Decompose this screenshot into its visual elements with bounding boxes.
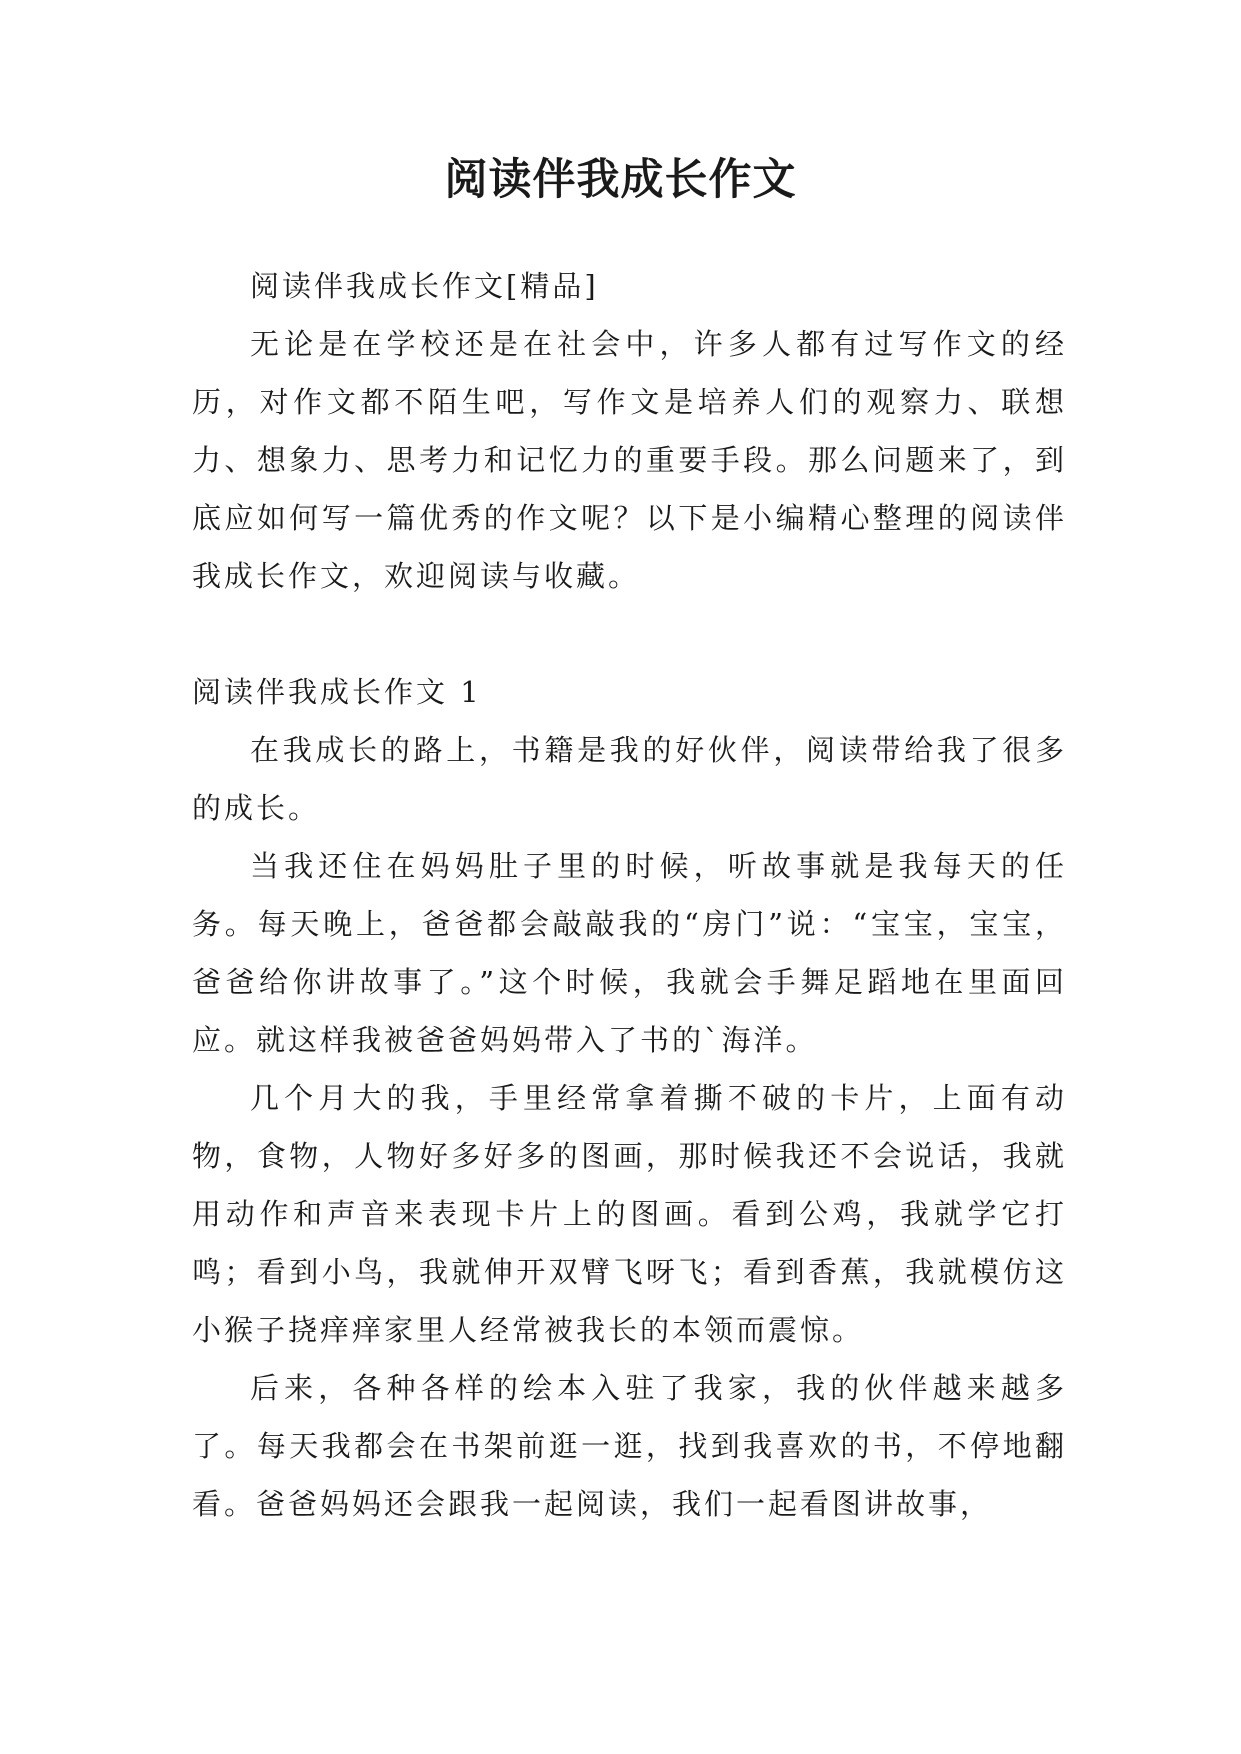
body-paragraph: 几个月大的我，手里经常拿着撕不破的卡片，上面有动物，食物，人物好多好多的图画，那时候我还不会说话，我就用动作和声音来表现卡片上的图画。看到公鸡，我就学它打鸣；看到小鸟，我就伸开双臂飞呀飞；看到香蕉，我就模仿这小猴子挠痒痒家里人经常被我长的本领而震惊。 — [192, 1081, 1067, 1347]
body-paragraph: 后来，各种各样的绘本入驻了我家，我的伙伴越来越多了。每天我都会在书架前逛一逛，找到我喜欢的书，不停地翻看。爸爸妈妈还会跟我一起阅读，我们一起看图讲故事， — [192, 1371, 1067, 1521]
body-paragraph: 在我成长的路上，书籍是我的好伙伴，阅读带给我了很多的成长。 — [192, 733, 1067, 825]
section-heading: 阅读伴我成长作文 1 — [192, 675, 482, 709]
document-body — [192, 257, 1067, 1533]
document-subtitle: 阅读伴我成长作文[精品] — [250, 269, 599, 303]
body-paragraph: 当我还住在妈妈肚子里的时候，听故事就是我每天的任务。每天晚上，爸爸都会敲敲我的“房门”说：“宝宝，宝宝，爸爸给你讲故事了。”这个时候，我就会手舞足蹈地在里面回应。就这样我被爸爸妈妈带入了书的`海洋。 — [192, 849, 1067, 1057]
intro-paragraph: 无论是在学校还是在社会中，许多人都有过写作文的经历，对作文都不陌生吧，写作文是培养人们的观察力、联想力、想象力、思考力和记忆力的重要手段。那么问题来了，到底应如何写一篇优秀的作文呢？以下是小编精心整理的阅读伴我成长作文，欢迎阅读与收藏。 — [192, 327, 1067, 593]
page-title: 阅读伴我成长作文 — [444, 155, 797, 205]
